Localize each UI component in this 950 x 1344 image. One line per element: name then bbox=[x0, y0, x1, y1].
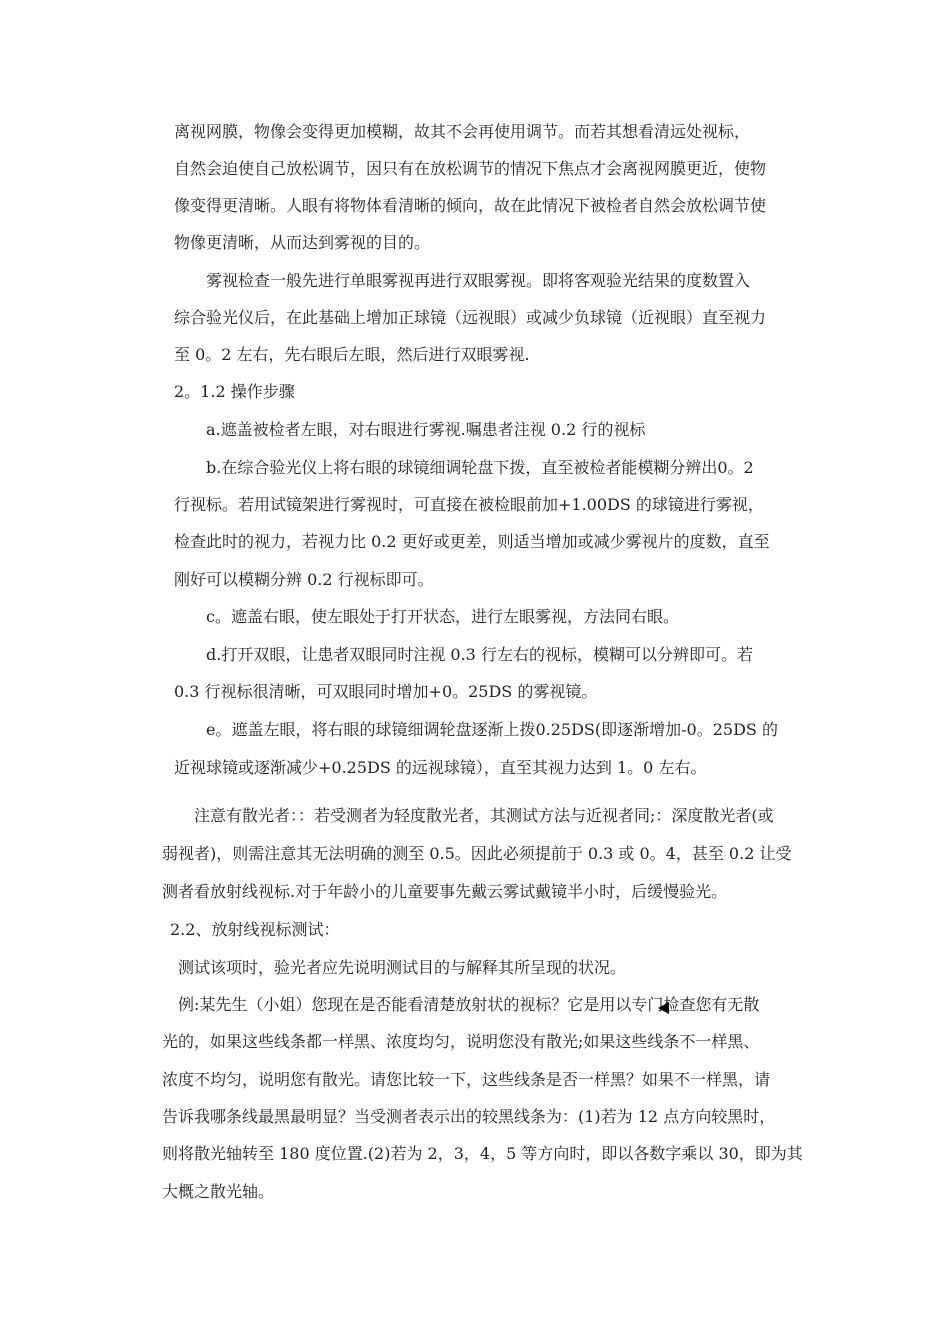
text-line: 离视网膜，物像会变得更加模糊，故其不会再使用调节。而若其想看清远处视标， bbox=[174, 122, 751, 141]
text-line: 近视球镜或逐渐减少+0.25DS 的远视球镜），直至其视力达到 1。0 左右。 bbox=[174, 758, 707, 777]
text-line: 告诉我哪条线最黑最明显？当受测者表示出的较黑线条为：(1)若为 12 点方向较黑时， bbox=[162, 1107, 776, 1126]
text-line: a.遮盖被检者左眼，对右眼进行雾视.嘱患者注视 0.2 行的视标 bbox=[206, 420, 646, 439]
text-line: 物像更清晰，从而达到雾视的目的。 bbox=[174, 233, 431, 252]
text-line: 浓度不均匀，说明您有散光。请您比较一下，这些线条是否一样黑？如果不一样黑，请 bbox=[162, 1070, 771, 1089]
section-heading: 2.2、放射线视标测试： bbox=[170, 920, 340, 939]
text-line: 弱视者)，则需注意其无法明确的测至 0.5。因此必须提前于 0.3 或 0。4，甚至 0.2 让受 bbox=[162, 844, 792, 863]
text-line: 检查此时的视力，若视力比 0.2 更好或更差，则适当增加或减少雾视片的度数，直至 bbox=[174, 532, 770, 551]
text-line: 例:某先生（小姐）您现在是否能看清楚放射状的视标？它是用以专门检查您有无散 bbox=[178, 995, 760, 1014]
text-line: 大概之散光轴。 bbox=[162, 1182, 275, 1201]
text-line: b.在综合验光仪上将右眼的球镜细调轮盘下拨，直至被检者能模糊分辨出0。2 bbox=[206, 458, 754, 477]
text-line: 至 0。2 左右，先右眼后左眼，然后进行双眼雾视. bbox=[174, 345, 530, 364]
text-line: 0.3 行视标很清晰，可双眼同时增加+0。25DS 的雾视镜。 bbox=[174, 682, 598, 701]
section-heading: 2。1.2 操作步骤 bbox=[174, 382, 295, 401]
text-line: 测者看放射线视标.对于年龄小的儿童要事先戴云雾试戴镜半小时，后缓慢验光。 bbox=[162, 882, 728, 901]
mouse-pointer-icon bbox=[658, 1002, 669, 1014]
text-line: 行视标。若用试镜架进行雾视时，可直接在被检眼前加+1.00DS 的球镜进行雾视， bbox=[174, 495, 764, 514]
text-line: 注意有散光者：：若受测者为轻度散光者，其测试方法与近视者同;：深度散光者(或 bbox=[194, 806, 774, 825]
text-line: 则将散光轴转至 180 度位置.(2)若为 2，3，4，5 等方向时，即以各数字乘以 30，即为其 bbox=[162, 1144, 803, 1163]
text-line: d.打开双眼，让患者双眼同时注视 0.3 行左右的视标，模糊可以分辨即可。若 bbox=[206, 645, 753, 664]
text-line: c。遮盖右眼，使左眼处于打开状态，进行左眼雾视，方法同右眼。 bbox=[206, 607, 679, 626]
text-line: e。遮盖左眼，将右眼的球镜细调轮盘逐渐上拨0.25DS(即逐渐增加-0。25DS 的 bbox=[206, 720, 778, 739]
text-line: 刚好可以模糊分辨 0.2 行视标即可。 bbox=[174, 570, 434, 589]
text-line: 测试该项时，验光者应先说明测试目的与解释其所呈现的状况。 bbox=[178, 958, 627, 977]
text-line: 综合验光仪后，在此基础上增加正球镜（远视眼）或减少负球镜（近视眼）直至视力 bbox=[174, 308, 767, 327]
text-line: 自然会迫使自己放松调节，因只有在放松调节的情况下焦点才会离视网膜更近，使物 bbox=[174, 159, 767, 178]
text-line: 雾视检查一般先进行单眼雾视再进行双眼雾视。即将客观验光结果的度数置入 bbox=[206, 271, 751, 290]
text-line: 光的，如果这些线条都一样黑、浓度均匀，说明您没有散光;如果这些线条不一样黑、 bbox=[162, 1032, 760, 1051]
text-line: 像变得更清晰。人眼有将物体看清晰的倾向，故在此情况下被检者自然会放松调节使 bbox=[174, 196, 767, 215]
